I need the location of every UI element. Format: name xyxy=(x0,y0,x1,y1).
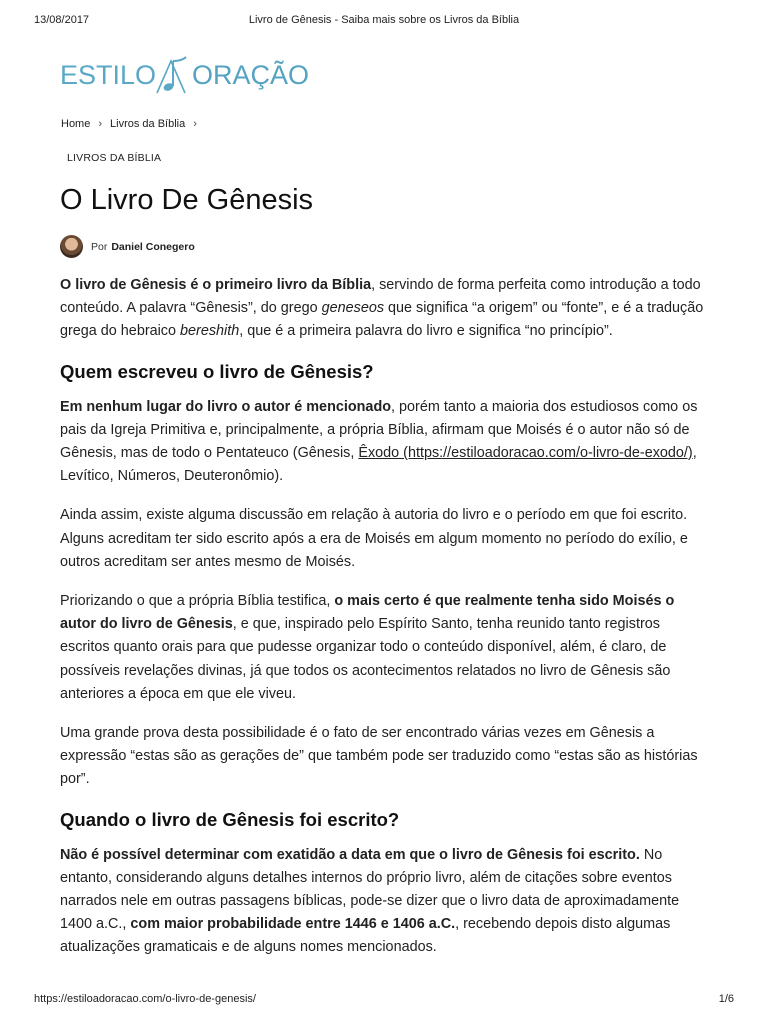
author-line xyxy=(60,235,195,258)
author-name[interactable]: Daniel Conegero xyxy=(111,240,195,253)
italic-text: bereshith xyxy=(180,323,240,340)
text-span: , que é a primeira palavra do livro e significa “no princípio”. xyxy=(239,323,613,340)
article-body xyxy=(60,274,712,976)
print-page-number: 1/6 xyxy=(718,993,734,1005)
logo-text-estilo: ESTILO xyxy=(60,59,157,90)
text-span: , servindo de forma perfeita como introdução a todo conteúdo. A palavra “Gênesis”, do grego xyxy=(60,277,701,317)
logo-text-oracao: ORAÇÃO xyxy=(192,59,310,90)
text-span: que significa “a origem” ou “fonte”, e é a tradução grega do hebraico xyxy=(60,300,704,340)
chevron-right-icon: › xyxy=(193,118,197,130)
text-span: No entanto, considerando alguns detalhes internos do próprio livro, além de citações sobre eventos narrados nele em outras passagens bíblicas, pode-se dizer que o livro data de aproximadamente 1400 a.C., xyxy=(60,846,680,933)
text-span: , Levítico, Números, Deuteronômio). xyxy=(60,445,697,485)
paragraph-author-1 xyxy=(60,396,712,489)
chevron-right-icon: › xyxy=(98,118,103,130)
print-footer xyxy=(34,993,734,1005)
breadcrumb-home[interactable]: Home xyxy=(61,118,91,130)
bold-text: Não é possível determinar com exatidão a data em que o livro de Gênesis foi escrito. xyxy=(60,846,640,863)
music-note-icon xyxy=(154,53,194,97)
site-logo[interactable] xyxy=(60,52,309,98)
italic-text: geneseos xyxy=(321,300,385,317)
paragraph-author-4: Uma grande prova desta possibilidade é o fato de ser encontrado várias vezes em Gênesis a expressão “estas são as gerações de” que também pode ser traduzido como “estas são as histórias por”. xyxy=(60,725,698,788)
paragraph-intro xyxy=(60,274,712,344)
print-doc-title: Livro de Gênesis - Saiba mais sobre os Livros da Bíblia xyxy=(248,14,520,26)
exodo-link[interactable]: Êxodo (https://estiloadoracao.com/o-livro-de-exodo/) xyxy=(358,445,693,462)
category-label[interactable]: LIVROS DA BÍBLIA xyxy=(67,152,162,164)
text-span: Priorizando o que a própria Bíblia testifica, xyxy=(60,593,335,610)
bold-text: o mais certo é que realmente tenha sido Moisés o autor do livro de Gênesis xyxy=(60,593,675,633)
section-heading-date: Quando o livro de Gênesis foi escrito? xyxy=(60,808,400,830)
bold-text: O livro de Gênesis é o primeiro livro da Bíblia xyxy=(60,277,372,293)
paragraph-author-2: Ainda assim, existe alguma discussão em relação à autoria do livro e o período em que foi escrito. Alguns acreditam ter sido escrito após a era de Moisés em algum momento no período do exílio, e outros acreditam ser antes mesmo de Moisés. xyxy=(60,507,688,570)
bold-text: com maior probabilidade entre 1446 e 1406 a.C. xyxy=(130,916,456,933)
text-span: , e que, inspirado pelo Espírito Santo, tenha reunido tanto registros escritos quanto orais para que pudesse organizar todo o conteúdo disponível, além, é claro, de possíveis revelações divinas, já que todos os acontecimentos relatados no livro de Gênesis são anteriores a época em que ele viveu. xyxy=(60,616,671,702)
print-url: https://estiloadoracao.com/o-livro-de-genesis/ xyxy=(34,993,256,1005)
section-heading-author: Quem escreveu o livro de Gênesis? xyxy=(60,360,374,382)
breadcrumb xyxy=(61,118,205,130)
text-span: , recebendo depois disto algumas atualizações gramaticais e de alguns nomes mencionados. xyxy=(60,916,671,956)
paragraph-author-3 xyxy=(60,590,712,706)
paragraph-date-1 xyxy=(60,844,712,960)
breadcrumb-section[interactable]: Livros da Bíblia xyxy=(110,118,186,130)
text-span: , porém tanto a maioria dos estudiosos como os pais da Igreja Primitiva e, principalmente, a própria Bíblia, afirmam que Moisés é o autor não só de Gênesis, mas de todo o Pentateuco (Gênesis, xyxy=(60,398,698,462)
page-title: O Livro De Gênesis xyxy=(60,184,314,216)
author-prefix: Por xyxy=(91,240,108,253)
print-date: 13/08/2017 xyxy=(34,14,90,26)
avatar xyxy=(60,235,83,258)
bold-text: Em nenhum lugar do livro o autor é mencionado xyxy=(60,398,392,415)
